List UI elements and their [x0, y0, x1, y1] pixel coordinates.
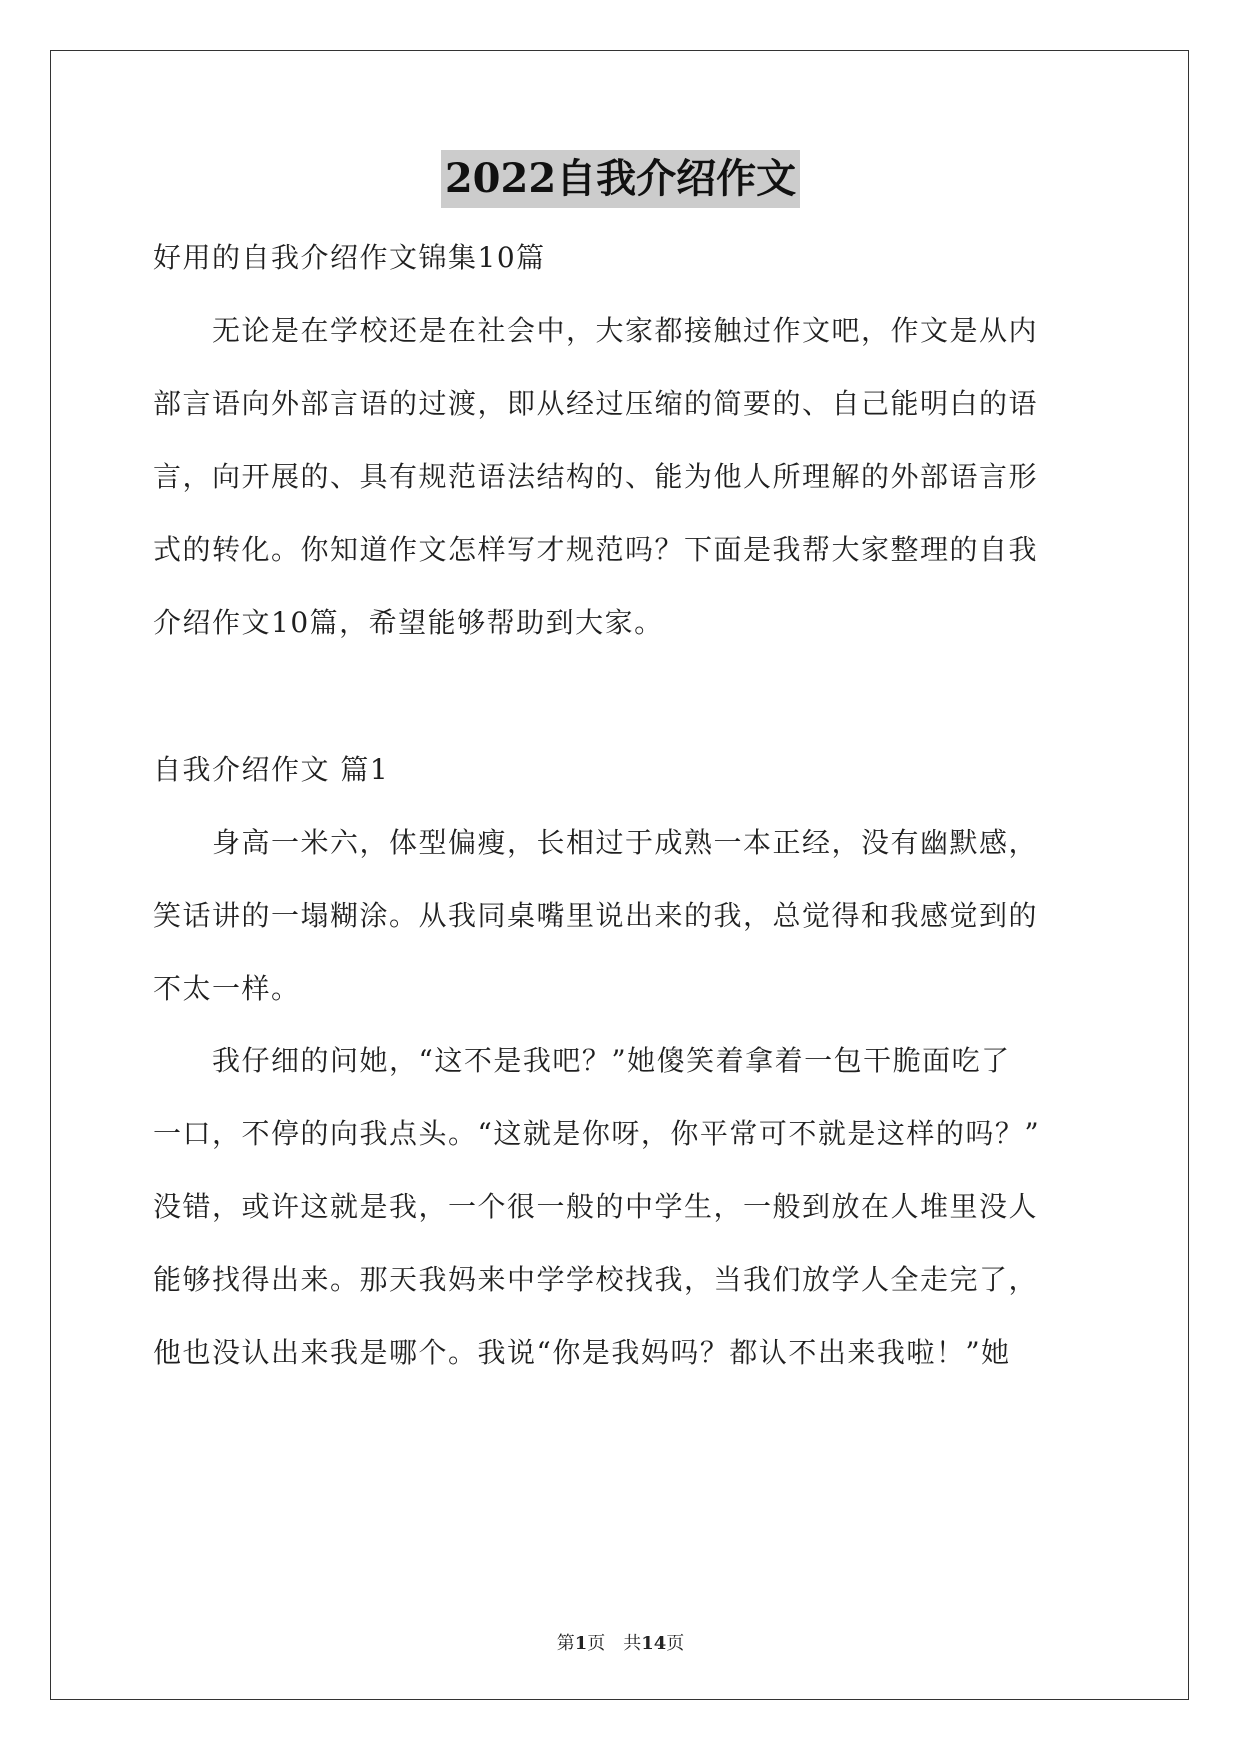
- section-heading: 自我介绍作文 篇1: [153, 753, 390, 786]
- page-border: [50, 50, 1189, 1700]
- paragraph-line: 能够找得出来。那天我妈来中学学校找我，当我们放学人全走完了，: [153, 1263, 1039, 1296]
- paragraph-line: 不太一样。: [153, 972, 301, 1005]
- page-suffix: 页: [587, 1633, 606, 1654]
- paragraph-line: 笑话讲的一塌糊涂。从我同桌嘴里说出来的我，总觉得和我感觉到的: [153, 899, 1039, 932]
- paragraph-line: 我仔细的问她，“这不是我吧？”她傻笑着拿着一包干脆面吃了: [153, 1044, 1011, 1077]
- paragraph-line: 他也没认出来我是哪个。我说“你是我妈吗？都认不出来我啦！”她: [153, 1336, 1011, 1369]
- paragraph-line: 言，向开展的、具有规范语法结构的、能为他人所理解的外部语言形: [153, 460, 1039, 493]
- paragraph-line: 没错，或许这就是我，一个很一般的中学生，一般到放在人堆里没人: [153, 1190, 1039, 1223]
- page-prefix: 第: [556, 1633, 575, 1654]
- paragraph-line: 身高一米六，体型偏瘦，长相过于成熟一本正经，没有幽默感，: [153, 826, 1039, 859]
- document-title: 2022自我介绍作文: [441, 150, 800, 208]
- total-prefix: 共: [623, 1633, 642, 1654]
- page-current: 1: [574, 1633, 588, 1654]
- page-total: 14: [641, 1633, 667, 1654]
- title-block: [0, 150, 1241, 208]
- paragraph-line: 式的转化。你知道作文怎样写才规范吗？下面是我帮大家整理的自我: [153, 533, 1039, 566]
- paragraph-line: 部言语向外部言语的过渡，即从经过压缩的简要的、自己能明白的语: [153, 387, 1039, 420]
- subtitle-line: 好用的自我介绍作文锦集10篇: [153, 241, 546, 274]
- paragraph-line: 无论是在学校还是在社会中，大家都接触过作文吧，作文是从内: [153, 314, 1039, 347]
- page-footer: [0, 1629, 1241, 1655]
- total-suffix: 页: [666, 1633, 685, 1654]
- paragraph-line: 介绍作文10篇，希望能够帮助到大家。: [153, 606, 664, 639]
- paragraph-line: 一口，不停的向我点头。“这就是你呀，你平常可不就是这样的吗？”: [153, 1117, 1041, 1150]
